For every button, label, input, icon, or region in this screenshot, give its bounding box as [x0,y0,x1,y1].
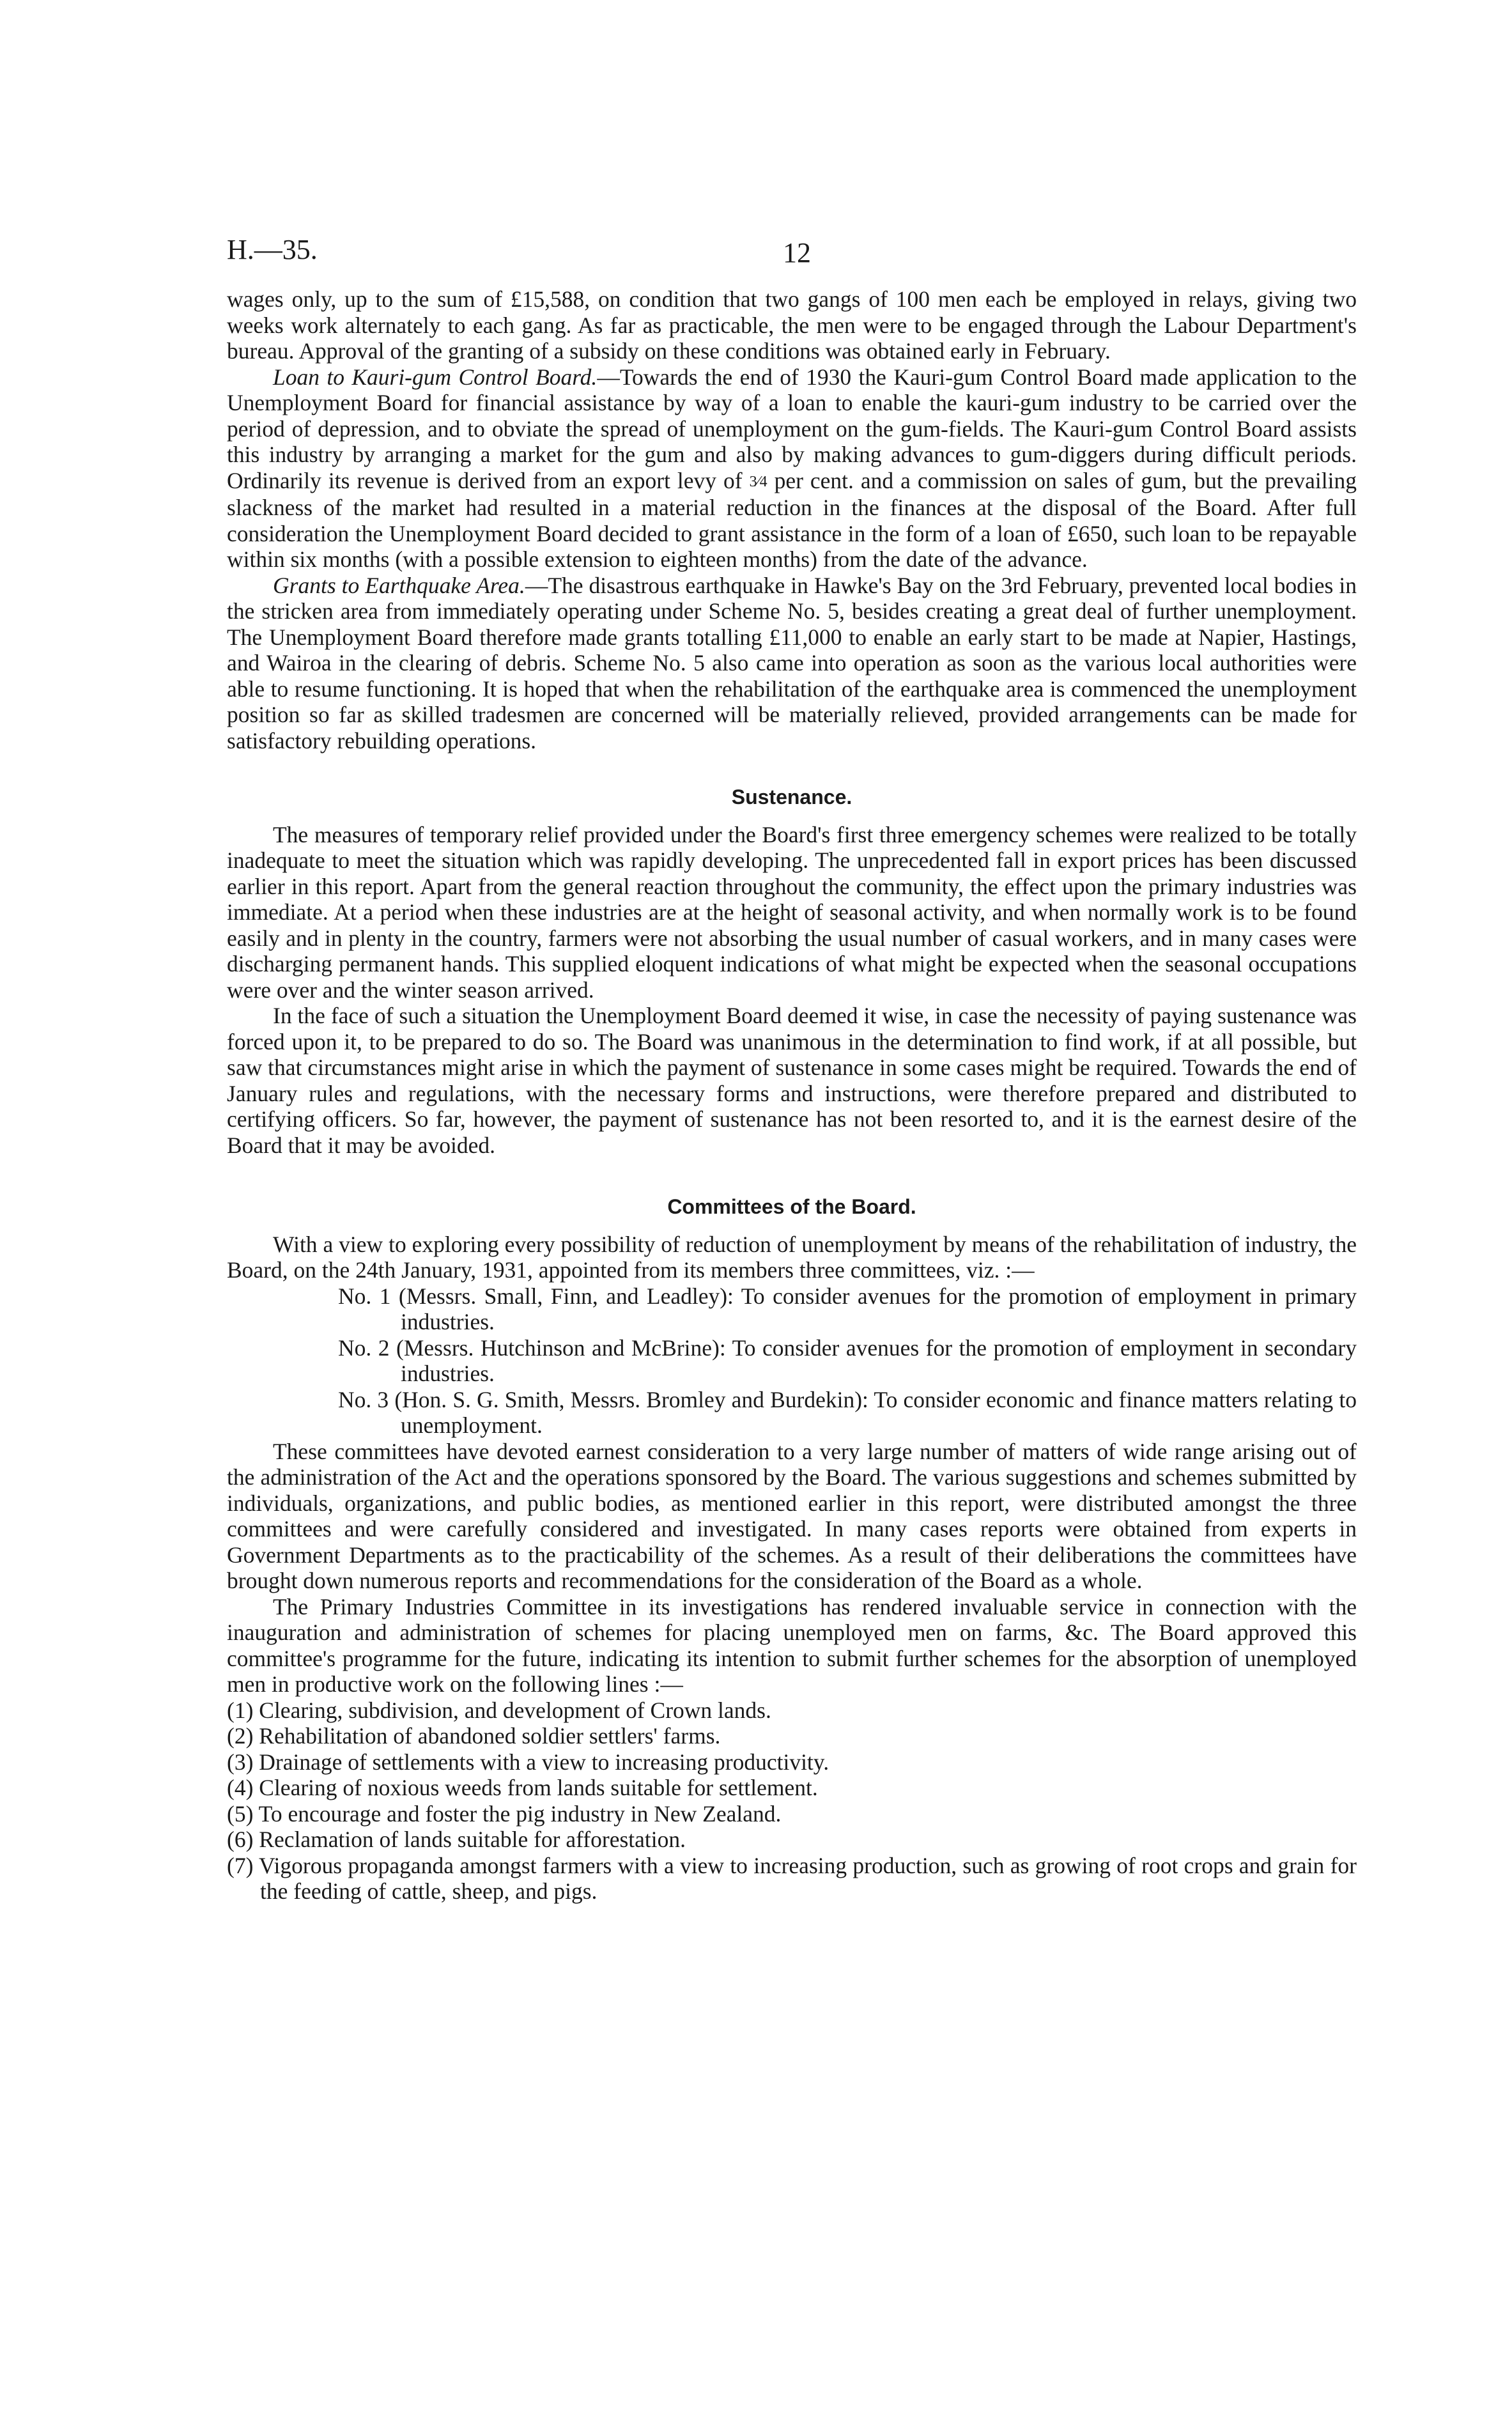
document-reference: H.—35. [227,234,318,265]
heading-committees: Committees of the Board. [667,1195,916,1218]
paragraph-wages: wages only, up to the sum of £15,588, on condition that two gangs of 100 men each be employed in relays, giving two weeks work alternately to each gang. As far as practicable, the men were to be engaged through the Labour Department's bureau. Approval of the granting of a subsidy on these conditions was obtained early in February. [227,286,1357,364]
paragraph-kauri-gum-loan [227,364,1357,573]
page-number: 12 [783,237,811,268]
page-body [227,286,1357,1905]
programme-line-2: (2) Rehabilitation of abandoned soldier settlers' farms. [227,1723,721,1749]
earthquake-grants-text: —The disastrous earthquake in Hawke's Bay on the 3rd February, prevented local bodies in the stricken area from immediately operating under Scheme No. 5, besides creating a great deal of further unemployment. The Unemployment Board therefore made grants totalling £11,000 to enable an early start to be made at Napier, Hastings, and Wairoa in the clearing of debris. Scheme No. 5 also came into operation as soon as the various local authorities were able to resume functioning. It is hoped that when the rehabilitation of the earthquake area is commenced the unemployment position so far as skilled tradesmen are concerned will be materially relieved, provided arrangements can be made for satisfactory rebuilding operations. [227,572,1357,754]
paragraph-primary-industries: The Primary Industries Committee in its investigations has rendered invaluable service in connection with the inauguration and administration of schemes for placing unemployed men on farms, &c. The Board approved this committee's programme for the future, indicating its intention to submit further schemes for the absorption of unemployed men in productive work on the following lines :— [227,1593,1357,1697]
committee-item-3: No. 3 (Hon. S. G. Smith, Messrs. Bromley and Burdekin): To consider economic and finance matters relating to unemployment. [338,1386,1357,1438]
paragraph-sustenance-1: The measures of temporary relief provided under the Board's first three emergency schemes were realized to be totally inadequate to meet the situation which was rapidly developing. The unprecedented fall in export prices has been discussed earlier in this report. Apart from the general reaction throughout the community, the effect upon the primary industries was immediate. At a period when these industries are at the height of seasonal activity, and when normally work is to be found easily and in plenty in the country, farmers were not absorbing the usual number of casual workers, and in many cases were discharging permanent hands. This supplied eloquent indications of what might be expected when the seasonal occupations were over and the winter season arrived. [227,821,1357,1003]
heading-sustenance: Sustenance. [731,785,852,808]
page-header [227,233,1377,278]
committee-item-1: No. 1 (Messrs. Small, Finn, and Leadley): To consider avenues for the promotion of employment in primary industries. [338,1283,1357,1334]
programme-line-6: (6) Reclamation of lands suitable for afforestation. [227,1827,686,1852]
programme-line-4: (4) Clearing of noxious weeds from lands suitable for settlement. [227,1775,818,1800]
paragraph-sustenance-2: In the face of such a situation the Unemployment Board deemed it wise, in case the necessity of paying sustenance was forced upon it, to be prepared to do so. The Board was unanimous in the determination to find work, if at all possible, but saw that circumstances might arise in which the payment of sustenance in some cases might be required. Towards the end of January rules and regulations, with the necessary forms and instructions, were therefore prepared and distributed to certifying officers. So far, however, the payment of sustenance has not been resorted to, and it is the earnest desire of the Board that it may be avoided. [227,1003,1357,1158]
export-levy-fraction: 3⁄4 [749,473,768,490]
programme-line-7: (7) Vigorous propaganda amongst farmers with a view to increasing production, such as growing of root crops and grain for the feeding of cattle, sheep, and pigs. [227,1852,1357,1904]
section-title-earthquake-grants: Grants to Earthquake Area. [273,572,525,598]
programme-line-3: (3) Drainage of settlements with a view to increasing productivity. [227,1749,829,1775]
paragraph-committees-work: These committees have devoted earnest consideration to a very large number of matters of wide range arising out of the administration of the Act and the operations sponsored by the Board. The various suggestions and schemes submitted by individuals, organizations, and public bodies, as mentioned earlier in this report, were distributed amongst the three committees and were carefully considered and investigated. In many cases reports were obtained from experts in Government Departments as to the practicability of the schemes. As a result of their deliberations the committees have brought down numerous reports and recommendations for the consideration of the Board as a whole. [227,1438,1357,1593]
kauri-gum-text-a: —Towards the end of 1930 the Kauri-gum Control Board made application to the Unemployment Board for financial assistance by way of a loan to enable the kauri-gum industry to be carried over the period of depression, and to obviate the spread of unemployment on the gum-fields. The Kauri-gum Control Board assists this industry by arranging a market for the gum and also by making advances to gum-diggers during difficult periods. Ordinarily its revenue is derived from an export levy of [227,364,1357,493]
programme-line-1: (1) Clearing, subdivision, and development of Crown lands. [227,1697,771,1723]
kauri-gum-text-b: per cent. and a commission on sales of gum, but the prevailing slackness of the market had resulted in a material reduction in the finances at the disposal of the Board. After full consideration the Unemployment Board decided to grant assistance in the form of a loan of £650, such loan to be repayable within six months (with a possible extension to eighteen months) from the date of the advance. [227,467,1357,572]
committee-item-2: No. 2 (Messrs. Hutchinson and McBrine): To consider avenues for the promotion of employment in secondary industries. [338,1334,1357,1386]
section-title-kauri-gum-loan: Loan to Kauri-gum Control Board. [273,364,598,390]
programme-line-5: (5) To encourage and foster the pig industry in New Zealand. [227,1800,782,1827]
paragraph-committees-intro: With a view to exploring every possibility of reduction of unemployment by means of the rehabilitation of industry, the Board, on the 24th January, 1931, appointed from its members three committees, viz. :— [227,1231,1357,1283]
paragraph-earthquake-grants [227,573,1357,754]
